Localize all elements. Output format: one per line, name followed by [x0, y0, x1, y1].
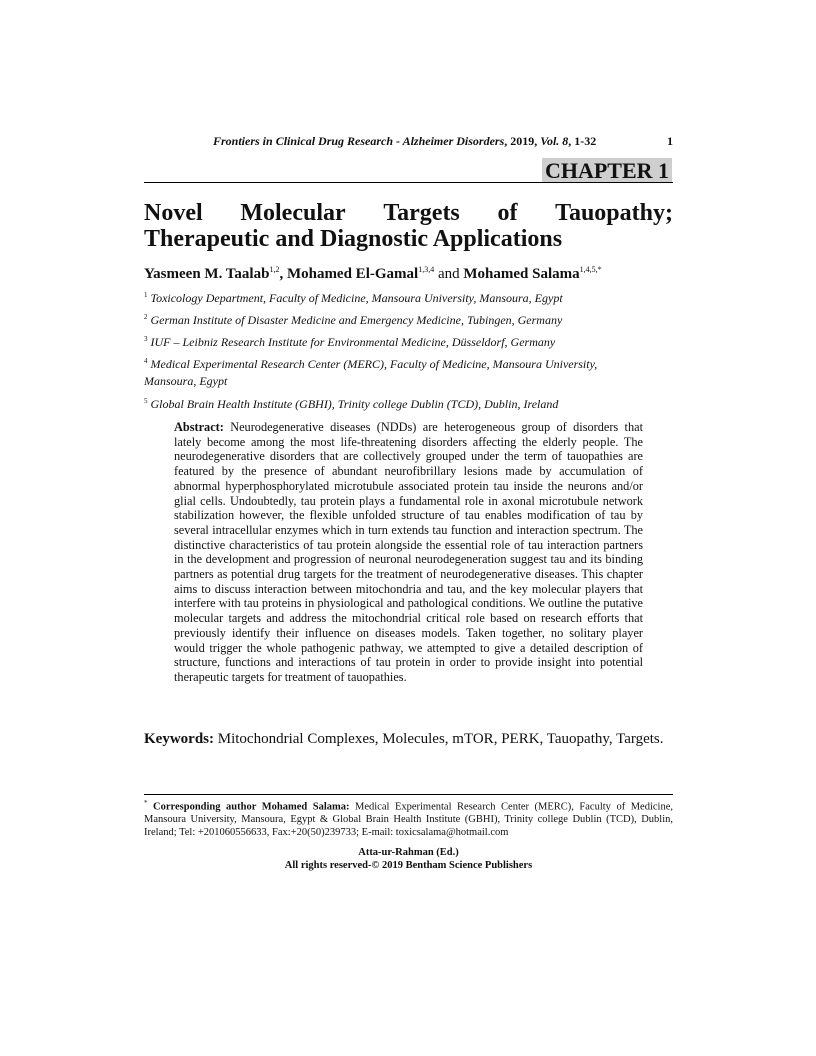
- corresponding-author-footnote: [144, 797, 673, 840]
- journal-pages: , 1-32: [568, 134, 597, 148]
- affiliation-item: [144, 286, 673, 308]
- title-word: Molecular: [240, 200, 346, 226]
- keywords-label: Keywords:: [144, 731, 214, 747]
- keywords-text: Mitochondrial Complexes, Molecules, mTOR, PERK, Tauopathy, Targets.: [217, 731, 664, 747]
- page-number: 1: [667, 134, 673, 148]
- affiliation-list: [144, 286, 673, 414]
- footnote-text: Medical Experimental Research Center (MERC), Faculty of Medicine, Mansoura University, Mansoura, Egypt & Global Brain Health Institute (GBHI), Trinity college Dublin (TCD), Dublin, Ireland; Tel: +201060556633, Fax:+20(50)239733; E-mail: toxicsalama@hotmail.com: [144, 801, 674, 839]
- title-word: Tauopathy;: [555, 200, 673, 226]
- affiliation-text-continued: Mansoura, Egypt: [144, 374, 228, 388]
- author-name: Mohamed Salama: [463, 266, 580, 282]
- affiliation-item: [144, 392, 673, 414]
- editor-line: Atta-ur-Rahman (Ed.): [358, 847, 459, 858]
- title-word: Targets: [383, 200, 460, 226]
- rights-line: All rights reserved-© 2019 Bentham Science Publishers: [284, 859, 533, 871]
- title-word: of: [497, 200, 518, 226]
- title-line-2: Therapeutic and Diagnostic Applications: [144, 226, 563, 252]
- author-affiliation-marks: 1,4,5,*: [579, 265, 602, 274]
- title-word: Novel: [144, 200, 203, 226]
- author-affiliation-marks: 1,3,4: [418, 265, 435, 274]
- affiliation-item: [144, 308, 673, 330]
- author-affiliation-marks: 1,2: [269, 265, 280, 274]
- affiliation-item: [144, 330, 673, 352]
- affiliation-text: Global Brain Health Institute (GBHI), Trinity college Dublin (TCD), Dublin, Ireland: [150, 397, 559, 411]
- running-head: [213, 134, 673, 149]
- chapter-title: [144, 200, 673, 252]
- affiliation-text: German Institute of Disaster Medicine and Emergency Medicine, Tubingen, Germany: [150, 313, 563, 327]
- affiliation-number: 4: [144, 357, 148, 365]
- author-separator: ,: [279, 266, 287, 282]
- affiliation-number: 1: [144, 291, 148, 299]
- footnote-mark: *: [144, 799, 148, 807]
- publisher-block: [144, 847, 673, 872]
- journal-year: , 2019,: [504, 134, 541, 148]
- affiliation-text: Toxicology Department, Faculty of Medicine, Mansoura University, Mansoura, Egypt: [150, 291, 563, 305]
- affiliation-text: IUF – Leibniz Research Institute for Environmental Medicine, Düsseldorf, Germany: [150, 335, 556, 349]
- title-line-1: [144, 200, 673, 226]
- affiliation-number: 5: [144, 397, 148, 405]
- author-name: Yasmeen M. Taalab: [144, 266, 270, 282]
- affiliation-text: Medical Experimental Research Center (MERC), Faculty of Medicine, Mansoura University,: [150, 357, 598, 371]
- footnote-label: Corresponding author Mohamed Salama:: [153, 801, 350, 813]
- abstract-label: Abstract:: [174, 420, 224, 434]
- affiliation-number: 3: [144, 335, 148, 343]
- keywords: [144, 730, 673, 749]
- journal-volume: Vol. 8: [540, 134, 569, 148]
- author-name: Mohamed El-Gamal: [286, 266, 419, 282]
- abstract: [174, 420, 643, 685]
- abstract-text: Neurodegenerative diseases (NDDs) are heterogeneous group of disorders that lately become among the most life-threatening disorders affecting the elderly people. The neurodegenerative disorders that are collectively grouped under the term of tauopathies are featured by the presence of abundant neurofibrillary lesions made by accumulation of abnormal hyperphosphorylated microtubule associated protein tau inside the neurons and/or glial cells. Undoubtedly, tau protein plays a fundamental role in axonal microtubule network stabilization however, the flexible unfolded structure of tau enables modification of tau by several intracellular enzymes which in turn extends tau function and interaction spectrum. The distinctive characteristics of tau protein alongside the essential role of tau interaction partners in the development and progression of neuronal neurodegeneration suggest tau and its binding partners as potential drug targets for the treatment of neurodegenerative diseases. This chapter aims to discuss interaction between mitochondria and tau, and the key molecular players that interfere with tau proteins in physiological and pathological conditions. We outline the putative molecular targets and address the mitochondrial critical role based on research efforts that previously identify their influence on diseases models. Taken together, no solitary player would trigger the whole pathogenic pathway, we attempted to give a detailed description of structure, functions and interactions of tau protein in order to provide insight into potential therapeutic targets for treatment of tauopathies.: [174, 420, 643, 684]
- chapter-divider: [144, 182, 673, 183]
- affiliation-number: 2: [144, 313, 148, 321]
- author-separator: and: [434, 266, 464, 282]
- journal-name: Frontiers in Clinical Drug Research - Alzheimer Disorders: [213, 134, 505, 148]
- author-list: [144, 265, 673, 283]
- chapter-label: CHAPTER 1: [542, 158, 672, 182]
- affiliation-item: [144, 352, 673, 388]
- footnote-divider: [144, 794, 673, 795]
